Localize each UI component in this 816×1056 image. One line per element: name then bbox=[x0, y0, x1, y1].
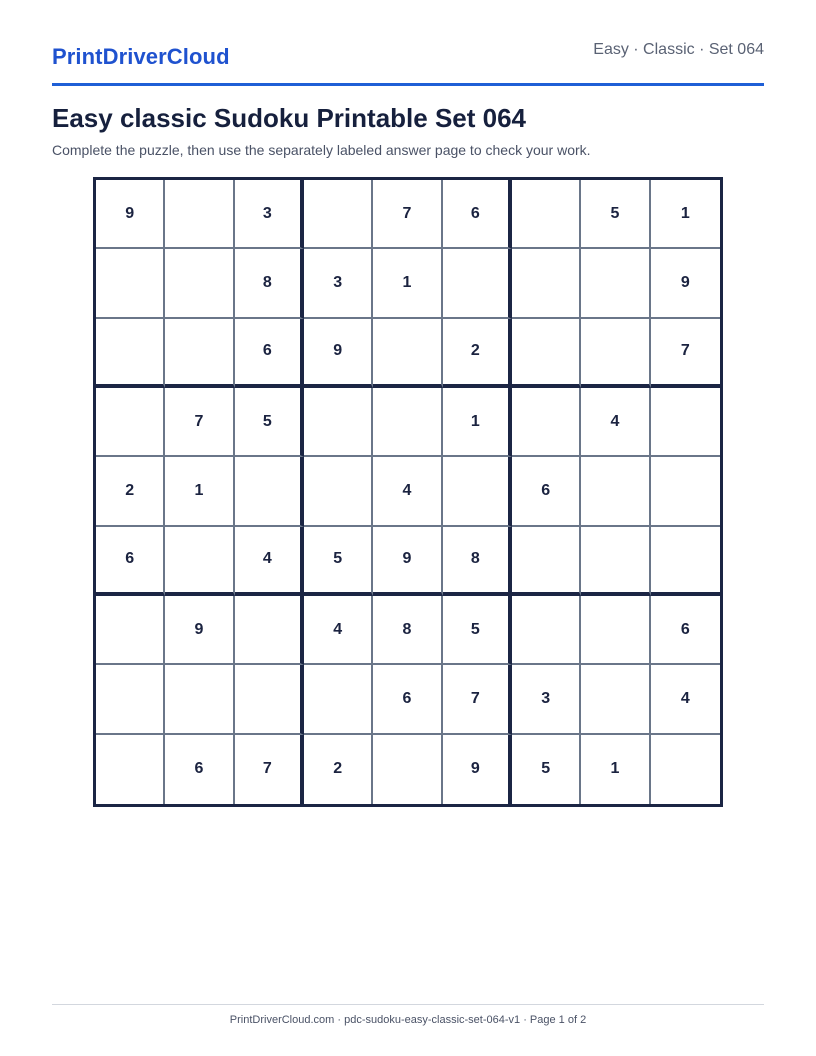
sudoku-cell[interactable] bbox=[512, 527, 581, 596]
sudoku-cell[interactable]: 6 bbox=[165, 735, 234, 804]
sudoku-cell[interactable]: 2 bbox=[443, 319, 512, 388]
sudoku-cell[interactable] bbox=[304, 388, 373, 457]
sudoku-cell[interactable]: 9 bbox=[165, 596, 234, 665]
sudoku-cell[interactable] bbox=[235, 596, 304, 665]
sudoku-cell[interactable]: 5 bbox=[581, 180, 650, 249]
sudoku-cell[interactable] bbox=[165, 527, 234, 596]
sudoku-cell[interactable]: 3 bbox=[235, 180, 304, 249]
sudoku-cell[interactable]: 5 bbox=[443, 596, 512, 665]
sudoku-cell[interactable] bbox=[581, 319, 650, 388]
sudoku-cell[interactable]: 4 bbox=[581, 388, 650, 457]
sudoku-cell[interactable] bbox=[651, 388, 720, 457]
sudoku-cell[interactable]: 5 bbox=[304, 527, 373, 596]
sudoku-cell[interactable] bbox=[581, 457, 650, 526]
sudoku-cell[interactable] bbox=[304, 457, 373, 526]
sudoku-cell[interactable]: 1 bbox=[165, 457, 234, 526]
sudoku-cell[interactable] bbox=[443, 457, 512, 526]
sudoku-cell[interactable]: 1 bbox=[373, 249, 442, 318]
page-footer: PrintDriverCloud.com · pdc-sudoku-easy-classic-set-064-v1 · Page 1 of 2 bbox=[229, 1014, 587, 1026]
sudoku-cell[interactable] bbox=[651, 527, 720, 596]
sudoku-cell[interactable] bbox=[581, 249, 650, 318]
sudoku-cell[interactable] bbox=[165, 180, 234, 249]
sudoku-cell[interactable] bbox=[96, 249, 165, 318]
sudoku-cell[interactable]: 2 bbox=[96, 457, 165, 526]
sudoku-cell[interactable] bbox=[304, 180, 373, 249]
sudoku-cell[interactable] bbox=[165, 665, 234, 734]
puzzle-meta: Easy · Classic · Set 064 bbox=[593, 41, 764, 58]
sudoku-cell[interactable]: 7 bbox=[443, 665, 512, 734]
sudoku-cell[interactable] bbox=[581, 527, 650, 596]
sudoku-cell[interactable]: 4 bbox=[651, 665, 720, 734]
sudoku-cell[interactable]: 6 bbox=[373, 665, 442, 734]
sudoku-cell[interactable]: 2 bbox=[304, 735, 373, 804]
sudoku-cell[interactable]: 9 bbox=[443, 735, 512, 804]
sudoku-cell[interactable]: 7 bbox=[165, 388, 234, 457]
sudoku-cell[interactable] bbox=[512, 319, 581, 388]
sudoku-cell[interactable]: 8 bbox=[443, 527, 512, 596]
sudoku-cell[interactable] bbox=[581, 665, 650, 734]
page-title: Easy classic Sudoku Printable Set 064 bbox=[52, 103, 527, 133]
sudoku-cell[interactable] bbox=[96, 735, 165, 804]
sudoku-cell[interactable] bbox=[651, 735, 720, 804]
sudoku-cell[interactable] bbox=[373, 388, 442, 457]
sudoku-cell[interactable] bbox=[165, 249, 234, 318]
sudoku-cell[interactable]: 3 bbox=[304, 249, 373, 318]
sudoku-cell[interactable] bbox=[96, 319, 165, 388]
sudoku-cell[interactable] bbox=[443, 249, 512, 318]
page-header bbox=[52, 0, 764, 86]
sudoku-cell[interactable]: 6 bbox=[443, 180, 512, 249]
sudoku-cell[interactable]: 9 bbox=[96, 180, 165, 249]
sudoku-cell[interactable] bbox=[373, 735, 442, 804]
footer-divider bbox=[52, 1004, 764, 1005]
sudoku-cell[interactable] bbox=[373, 319, 442, 388]
sudoku-cell[interactable] bbox=[304, 665, 373, 734]
sudoku-cell[interactable]: 7 bbox=[235, 735, 304, 804]
sudoku-cell[interactable] bbox=[512, 596, 581, 665]
sudoku-cell[interactable] bbox=[96, 388, 165, 457]
sudoku-cell[interactable] bbox=[512, 388, 581, 457]
sudoku-cell[interactable]: 9 bbox=[304, 319, 373, 388]
sudoku-cell[interactable]: 5 bbox=[512, 735, 581, 804]
sudoku-cell[interactable] bbox=[512, 180, 581, 249]
sudoku-cell[interactable]: 8 bbox=[235, 249, 304, 318]
sudoku-cell[interactable]: 7 bbox=[651, 319, 720, 388]
sudoku-cell[interactable] bbox=[165, 319, 234, 388]
sudoku-cell[interactable] bbox=[581, 596, 650, 665]
sudoku-cell[interactable]: 4 bbox=[235, 527, 304, 596]
sudoku-cell[interactable]: 3 bbox=[512, 665, 581, 734]
sudoku-cell[interactable]: 6 bbox=[512, 457, 581, 526]
sudoku-cell[interactable]: 4 bbox=[304, 596, 373, 665]
sudoku-cell[interactable]: 7 bbox=[373, 180, 442, 249]
sudoku-cell[interactable] bbox=[96, 665, 165, 734]
sudoku-cell[interactable]: 6 bbox=[235, 319, 304, 388]
sudoku-cell[interactable]: 9 bbox=[651, 249, 720, 318]
sudoku-grid bbox=[93, 177, 723, 807]
sudoku-cell[interactable]: 5 bbox=[235, 388, 304, 457]
sudoku-cell[interactable] bbox=[235, 665, 304, 734]
sudoku-cell[interactable]: 1 bbox=[651, 180, 720, 249]
sudoku-cell[interactable]: 6 bbox=[651, 596, 720, 665]
sudoku-cell[interactable] bbox=[235, 457, 304, 526]
sudoku-cell[interactable]: 6 bbox=[96, 527, 165, 596]
sudoku-cell[interactable]: 9 bbox=[373, 527, 442, 596]
sudoku-cell[interactable] bbox=[512, 249, 581, 318]
sudoku-cell[interactable]: 1 bbox=[581, 735, 650, 804]
sudoku-cell[interactable] bbox=[651, 457, 720, 526]
sudoku-cell[interactable]: 8 bbox=[373, 596, 442, 665]
page-subtitle: Complete the puzzle, then use the separately labeled answer page to check your work. bbox=[52, 142, 591, 158]
brand-logo-text: PrintDriverCloud bbox=[52, 44, 230, 69]
sudoku-cell[interactable]: 4 bbox=[373, 457, 442, 526]
sudoku-cell[interactable] bbox=[96, 596, 165, 665]
sudoku-cell[interactable]: 1 bbox=[443, 388, 512, 457]
